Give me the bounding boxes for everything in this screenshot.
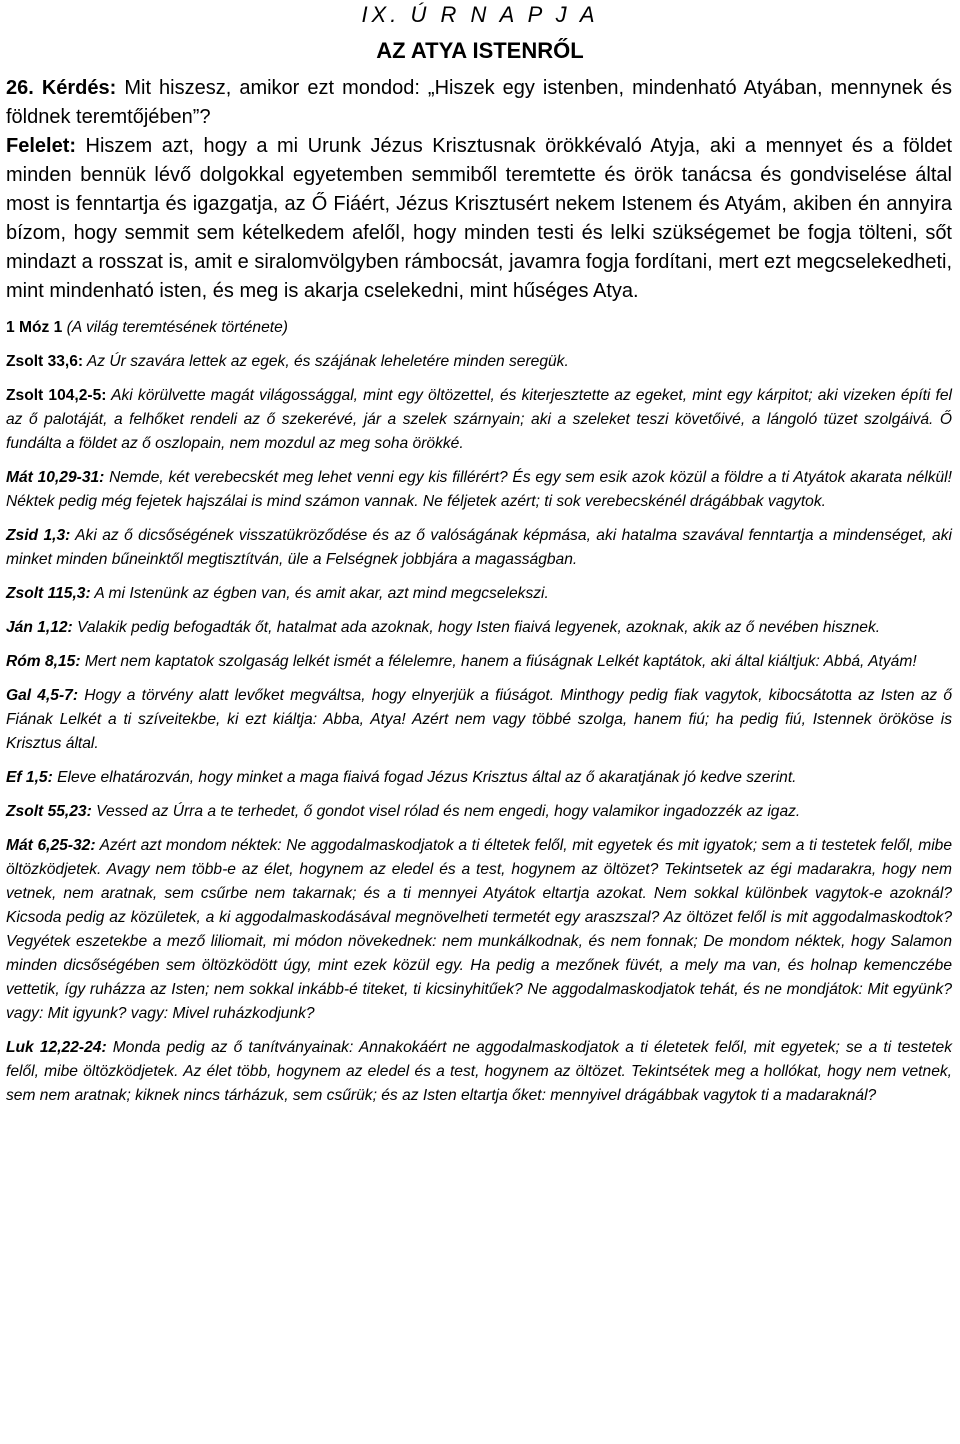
reference-paragraph	[6, 316, 952, 340]
reference-text: Valakik pedig befogadták őt, hatalmat ada azoknak, hogy Isten fiaivá legyenek, azoknak, akik az ő nevében hisznek.	[72, 619, 881, 636]
reference-text: Vessed az Úrra a te terhedet, ő gondot visel rólad és nem engedi, hogy valamikor ingadozzék az igaz.	[91, 803, 801, 820]
reference-text: Hogy a törvény alatt levőket megváltsa, hogy elnyerjük a fiúságot. Minthogy pedig fiak vagytok, kibocsátotta az Isten az ő Fiának Lelkét a ti szíveitekbe, ki ezt kiáltja: Abba, Atya! Azért nem vagy többé szolga, hanem fiú; ha pedig fiú, Istennek örököse is Krisztus által.	[6, 687, 952, 752]
reference-paragraph	[6, 684, 952, 756]
answer-paragraph	[6, 132, 952, 306]
page-title: AZ ATYA ISTENRŐL	[376, 38, 584, 63]
reference-paragraph	[6, 384, 952, 456]
reference-paragraph	[6, 466, 952, 514]
reference-text: (A világ teremtésének története)	[62, 319, 288, 336]
reference-text: Az Úr szavára lettek az egek, és szájának leheletére minden seregük.	[83, 353, 569, 370]
reference-label: Zsolt 115,3:	[6, 585, 91, 602]
answer-text: Hiszem azt, hogy a mi Urunk Jézus Krisztusnak örökkévaló Atyja, aki a mennyet és a földet minden bennük lévő dolgokkal egyetemben semmiből teremtette és örök tanácsa és gondviselése által most is fenntartja és igazgatja, az Ő Fiáért, Jézus Krisztusért nekem Istenem és Atyám, akiben én annyira bízom, hogy semmit sem kételkedem afelől, hogy minden testi és lelki szükségemet be fogja tölteni, sőt mindazt a rosszat is, amit e siralomvölgyben rámbocsát, javamra fogja fordítani, mert ezt megcselekedheti, mint mindenható isten, és meg is akarja cselekedni, mint hűséges Atya.	[6, 135, 952, 302]
reference-paragraph	[6, 582, 952, 606]
reference-paragraph	[6, 350, 952, 374]
reference-label: Zsolt 104,2-5:	[6, 387, 107, 404]
reference-label: Zsolt 55,23:	[6, 803, 92, 820]
reference-label: Ján 1,12:	[6, 619, 73, 636]
reference-label: Ef 1,5:	[6, 769, 53, 786]
reference-label: Zsolt 33,6:	[6, 353, 84, 370]
question-text: Mit hiszesz, amikor ezt mondod: „Hiszek egy istenben, mindenható Atyában, mennynek és földnek teremtőjében”?	[6, 77, 952, 128]
reference-paragraph	[6, 766, 952, 790]
reference-text: Aki az ő dicsőségének visszatükröződése és az ő valóságának képmása, aki hatalma szavával fenntartja a mindenséget, aki minket minden bűneinktől megtisztítván, üle a Felségnek jobbjára a magasságban.	[6, 527, 952, 568]
reference-paragraph	[6, 800, 952, 824]
reference-label: Mát 6,25-32:	[6, 837, 96, 854]
reference-label: Róm 8,15:	[6, 653, 81, 670]
reference-label: 1 Móz 1	[6, 319, 63, 336]
reference-paragraph	[6, 524, 952, 572]
reference-label: Luk 12,22-24:	[6, 1039, 107, 1056]
reference-paragraph	[6, 1036, 952, 1108]
question-label: 26. Kérdés:	[6, 77, 117, 99]
reference-text: Mert nem kaptatok szolgaság lelkét ismét a félelemre, hanem a fiúságnak Lelkét kaptátok, aki által kiáltjuk: Abbá, Atyám!	[80, 653, 917, 670]
reference-text: Monda pedig az ő tanítványainak: Annakokáért ne aggodalmaskodjatok a ti életetek felől, mit egyetek; se a ti testetek felől, mibe öltözködjetek. Az élet több, hogynem az eledel és a test, hogynem az öltözet. Tekintsétek meg a hollókat, hogy nem vetnek, sem nem aratnak; kiknek nincs tárházuk, sem csűrük; és az Isten eltartja őket: mennyivel drágábbak vagytok ti a madaraknál?	[6, 1039, 952, 1104]
reference-text: Eleve elhatározván, hogy minket a maga fiaivá fogad Jézus Krisztus által az ő akaratjának jó kedve szerint.	[52, 769, 797, 786]
reference-paragraph	[6, 834, 952, 1026]
reference-text: A mi Istenünk az égben van, és amit akar, azt mind megcselekszi.	[90, 585, 549, 602]
question-paragraph	[6, 74, 952, 132]
reference-label: Gal 4,5-7:	[6, 687, 79, 704]
reference-paragraph	[6, 616, 952, 640]
reference-label: Mát 10,29-31:	[6, 469, 105, 486]
reference-text: Nemde, két verebecskét meg lehet venni egy kis fillérért? És egy sem esik azok közül a földre a ti Atyátok akarata nélkül! Néktek pedig még fejetek hajszálai is mind számon vannak. Ne féljetek azért; ti sok verebecskénél drágábbak vagytok.	[6, 469, 952, 510]
answer-label: Felelet:	[6, 135, 77, 157]
reference-label: Zsid 1,3:	[6, 527, 71, 544]
reference-text: Azért azt mondom néktek: Ne aggodalmaskodjatok a ti éltetek felől, mit egyetek és mit igyatok; sem a ti testetek felől, mibe öltözködjetek. Avagy nem több-e az élet, hogynem az eledel és a test, hogynem az öltözet? Tekintsetek az égi madarakra, hogy nem vetnek, nem aratnak, sem csűrbe nem takarnak; és a ti mennyei Atyátok eltartja azokat. Nem sokkal különbek vagytok-e azoknál? Kicsoda pedig az közületek, a ki aggodalmaskodásával megnövelheti termetét egy araszszal? Az öltözet felől is mit aggodalmaskodtok? Vegyétek eszetekbe a mező liliomait, mi módon növekednek: nem munkálkodnak, és nem fonnak; De mondom néktek, hogy Salamon minden dicsőségében sem öltözködött úgy, mint ezek közül egy. Ha pedig a mezőnek füvét, a mely ma van, és holnap kemenczébe vettetik, így ruházza az Isten; nem sokkal inkább-é titeket, ti kicsinyhitűek? Ne aggodalmaskodjatok tehát, és ne mondjátok: Mit együnk? vagy: Mit igyunk? vagy: Mivel ruházkodjunk?	[6, 837, 952, 1022]
reference-text: Aki körülvette magát világossággal, mint egy öltözettel, és kiterjesztette az egeket, mint egy kárpitot; aki vizeken építi fel az ő palotáját, a felhőket rendeli az ő szekerévé, jár a szelek szárnyain; aki a szeleket teszi követőivé, a lángoló tüzet szolgáivá. Ő fundálta a földet az ő oszlopain, nem mozdul az meg soha örökké.	[6, 387, 952, 452]
reference-paragraph	[6, 650, 952, 674]
chapter-heading: IX. Ú R N A P J A	[361, 2, 599, 27]
